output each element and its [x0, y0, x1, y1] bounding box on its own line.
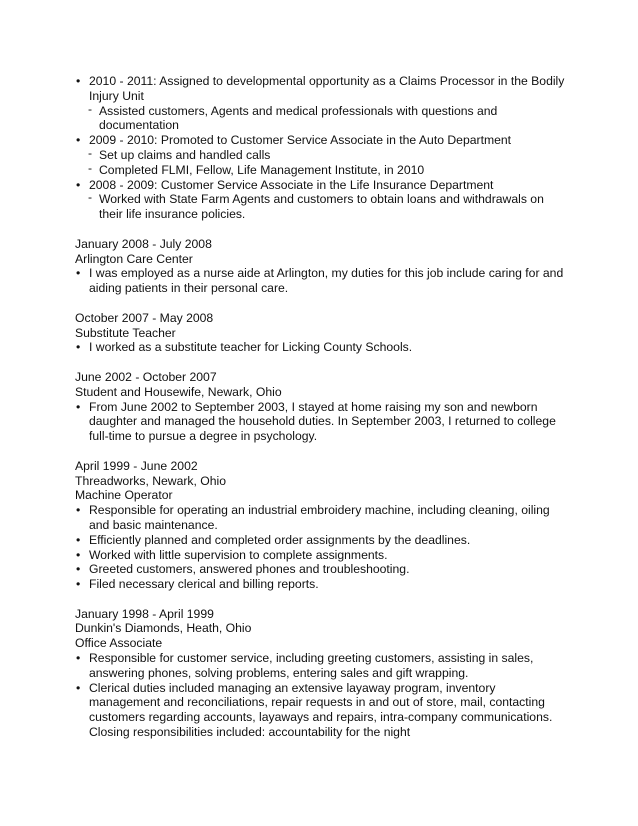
duty-item: [75, 133, 565, 148]
job-section: [75, 311, 565, 355]
duty-text: I was employed as a nurse aide at Arlington, my duties for this job include caring for and aiding patients in their personal care.: [89, 266, 564, 296]
job-employer: Student and Housewife, Newark, Ohio: [75, 384, 282, 399]
section-spacer: [75, 444, 565, 459]
job-section: [75, 459, 565, 592]
job-section: [75, 607, 565, 740]
section-spacer: [75, 222, 565, 237]
duty-item: [75, 651, 565, 681]
duty-item: [75, 400, 565, 444]
duty-text: 2008 - 2009: Customer Service Associate in the Life Insurance Department: [89, 177, 494, 192]
duty-list: [75, 266, 565, 296]
duty-item: [75, 266, 565, 296]
sub-duty-text: Worked with State Farm Agents and customers to obtain loans and withdrawals on their life insurance policies.: [99, 192, 544, 222]
job-dates: January 1998 - April 1999: [75, 606, 214, 621]
section-spacer: [75, 355, 565, 370]
job-section: [75, 74, 565, 222]
duty-text: Filed necessary clerical and billing reports.: [89, 577, 319, 592]
job-section: [75, 370, 565, 444]
job-dates: October 2007 - May 2008: [75, 310, 214, 325]
work-history: [75, 74, 565, 740]
duty-text: Clerical duties included managing an extensive layaway program, inventory management and reconciliations, repair requests in and out of store, mail, contacting customers regarding accounts, layaways and repairs, intra-company communications. Closing responsibilities included: accountability for the night: [89, 680, 553, 740]
job-section: [75, 237, 565, 296]
duty-text: Responsible for operating an industrial embroidery machine, including cleaning, oiling and basic maintenance.: [89, 503, 550, 532]
duty-text: Greeted customers, answered phones and troubleshooting.: [89, 562, 410, 577]
duty-text: Efficiently planned and completed order assignments by the deadlines.: [89, 532, 471, 547]
duty-item: [75, 503, 565, 533]
job-title: Machine Operator: [75, 488, 173, 503]
duty-item: [75, 548, 565, 563]
duty-text: 2009 - 2010: Promoted to Customer Service Associate in the Auto Department: [89, 133, 512, 148]
duty-item: [75, 562, 565, 577]
sub-duty-item: [75, 148, 565, 163]
duty-text: Responsible for customer service, including greeting customers, assisting in sales, answering phones, solving problems, entering sales and gift wrapping.: [89, 651, 534, 680]
sub-duty-text: Set up claims and handled calls: [99, 147, 271, 162]
duty-text: I worked as a substitute teacher for Licking County Schools.: [89, 340, 413, 355]
sub-duty-text: Completed FLMI, Fellow, Life Management Institute, in 2010: [99, 162, 425, 177]
sub-duty-item: [75, 192, 565, 222]
job-dates: June 2002 - October 2007: [75, 369, 217, 384]
duty-item: [75, 533, 565, 548]
duty-text: From June 2002 to September 2003, I stayed at home raising my son and newborn daughter and managed the household duties. In September 2003, I returned to college full-time to pursue a degree in psychology.: [89, 399, 556, 444]
duty-item: [75, 178, 565, 193]
duty-text: 2010 - 2011: Assigned to developmental opportunity as a Claims Processor in the Bodily Injury Unit: [89, 74, 565, 103]
job-employer: Substitute Teacher: [75, 325, 176, 340]
duty-list: [75, 340, 565, 355]
section-spacer: [75, 296, 565, 311]
sub-duty-item: [75, 163, 565, 178]
section-spacer: [75, 592, 565, 607]
job-dates: January 2008 - July 2008: [75, 236, 212, 251]
duty-list: [75, 74, 565, 222]
job-employer: Threadworks, Newark, Ohio: [75, 473, 227, 488]
sub-duty-text: Assisted customers, Agents and medical professionals with questions and documentation: [99, 103, 498, 133]
duty-item: [75, 340, 565, 355]
job-dates: April 1999 - June 2002: [75, 458, 198, 473]
duty-item: [75, 74, 565, 104]
duty-list: [75, 651, 565, 740]
duty-list: [75, 400, 565, 444]
sub-duty-item: [75, 104, 565, 134]
job-title: Office Associate: [75, 636, 163, 651]
job-employer: Dunkin's Diamonds, Heath, Ohio: [75, 621, 252, 636]
job-employer: Arlington Care Center: [75, 251, 193, 266]
duty-list: [75, 503, 565, 592]
duty-item: [75, 577, 565, 592]
duty-text: Worked with little supervision to complete assignments.: [89, 547, 388, 562]
duty-item: [75, 681, 565, 740]
